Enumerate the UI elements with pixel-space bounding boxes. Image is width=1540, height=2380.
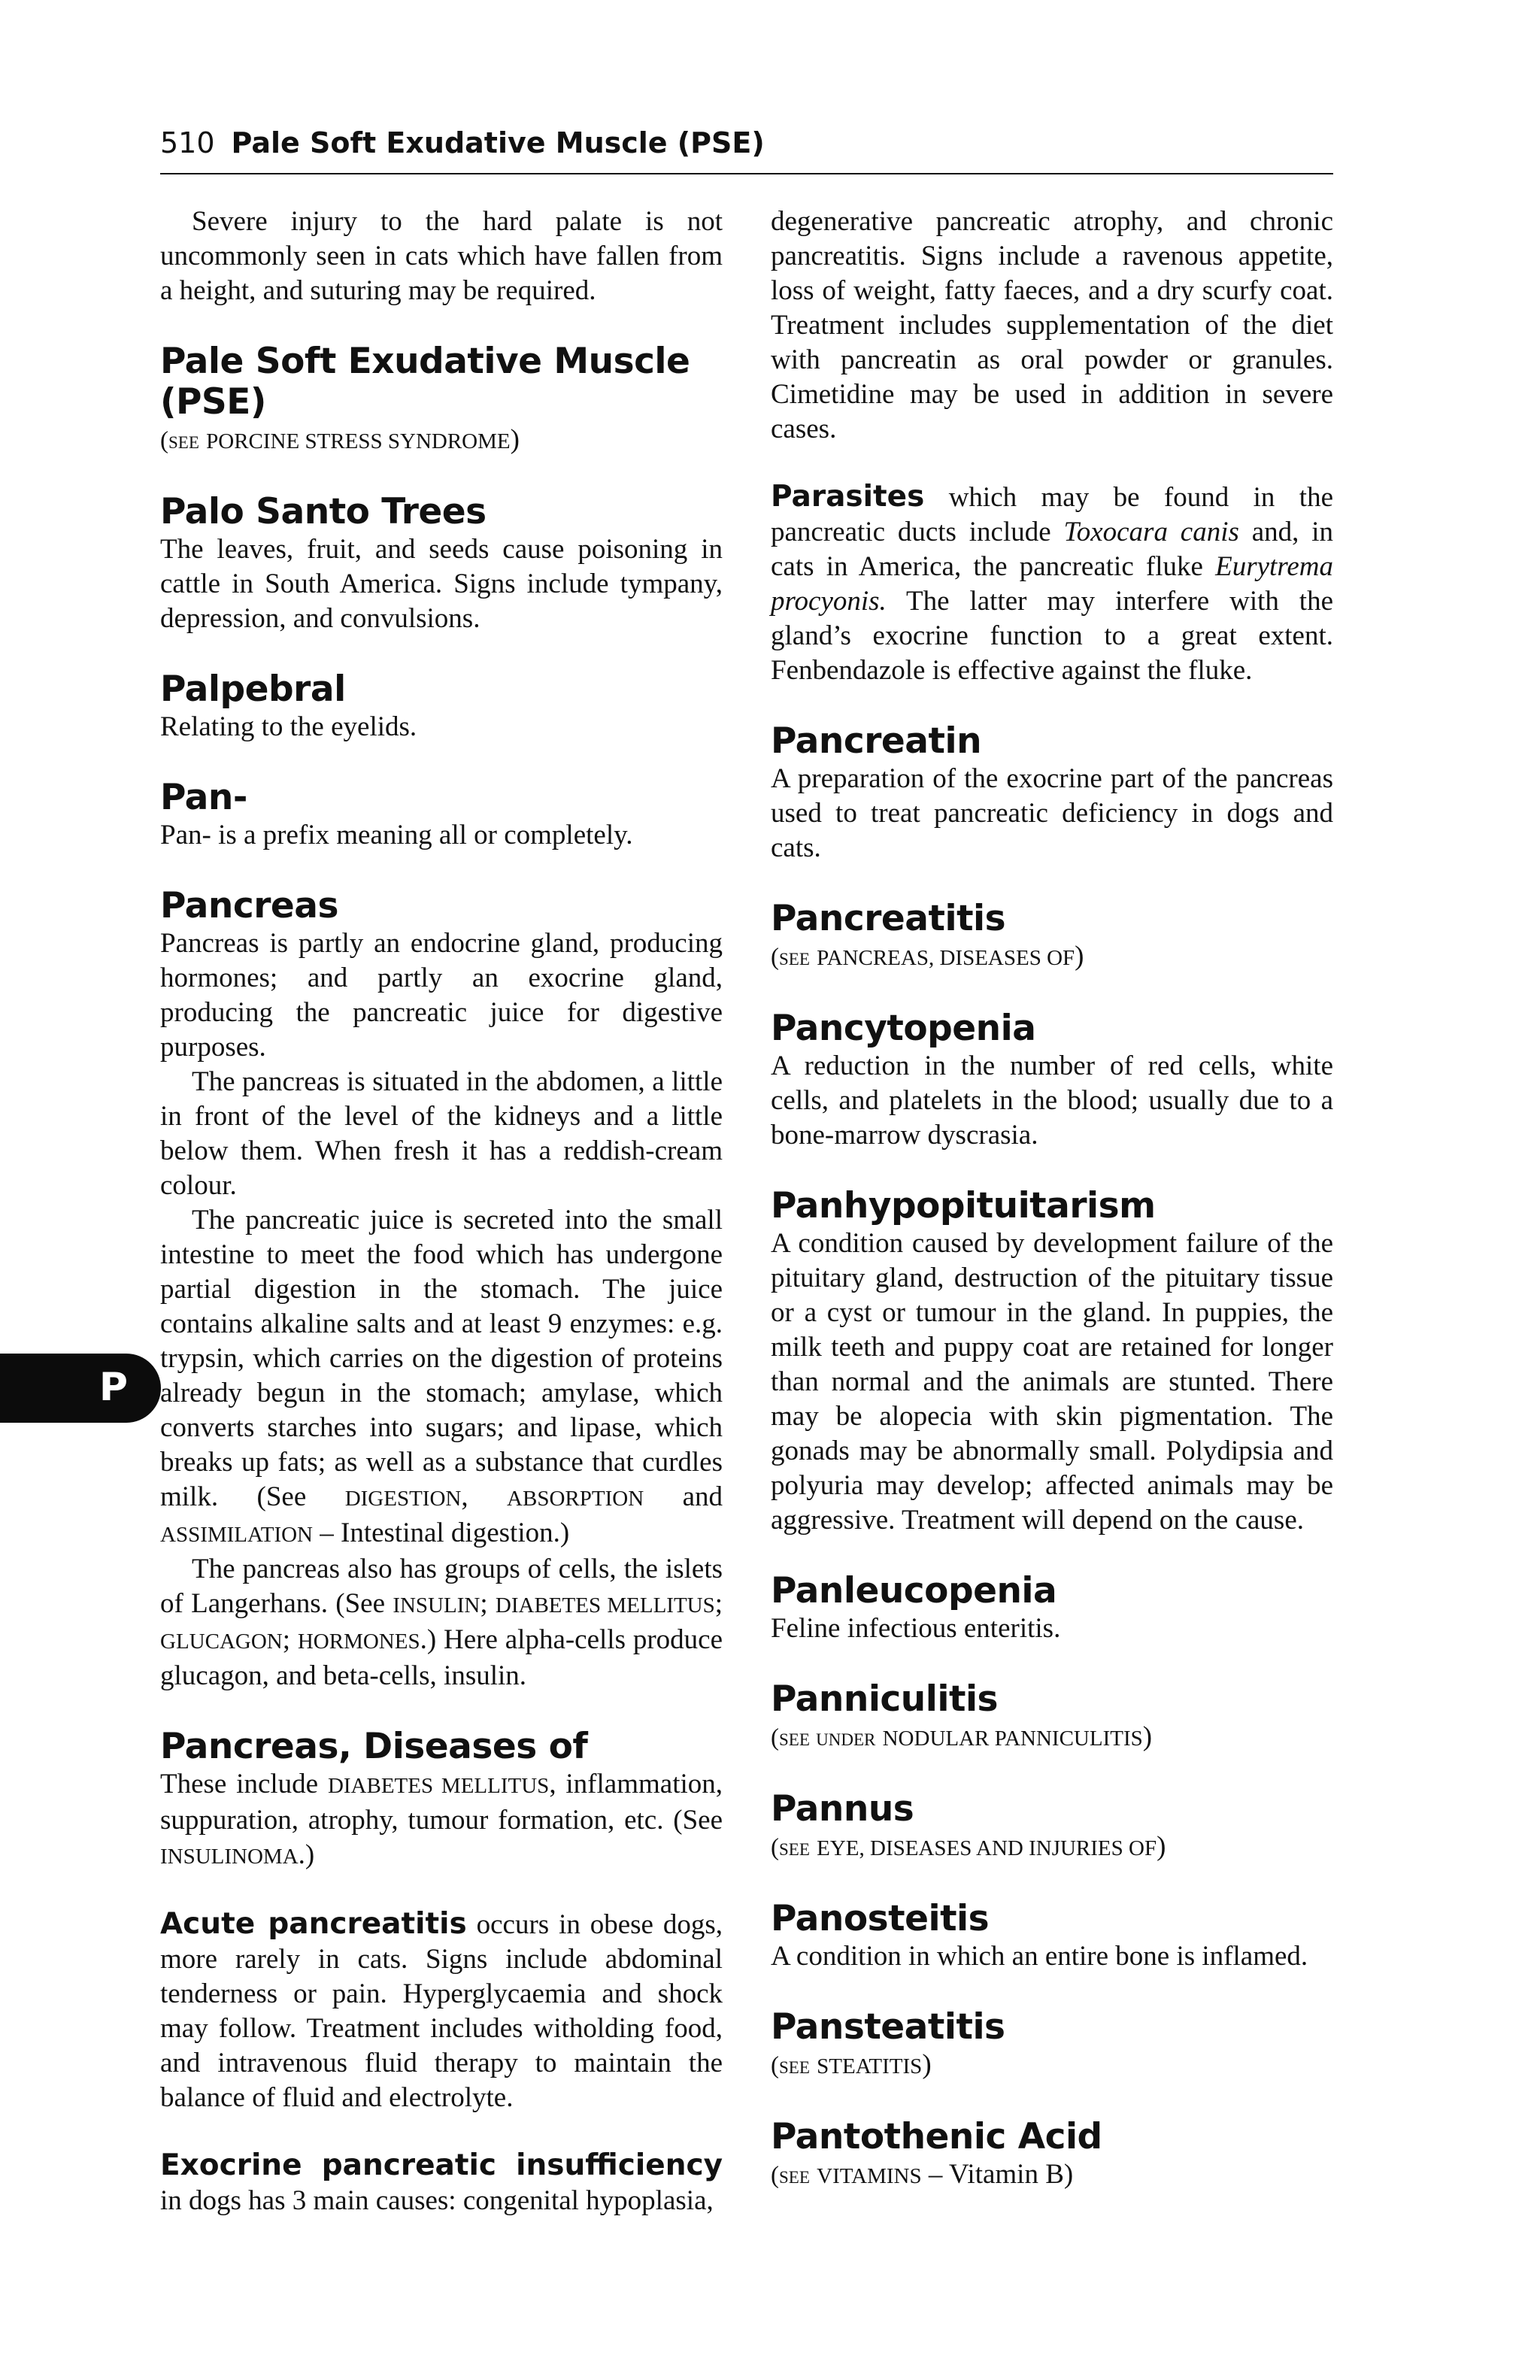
cross-ref-link[interactable]: EYE, DISEASES AND INJURIES OF — [817, 1836, 1157, 1860]
entry-heading: Pan- — [160, 777, 247, 818]
entry-palo-santo-trees — [160, 492, 723, 636]
entry-text: A reduction in the number of red cells, white cells, and platelets in the blood; usually due to a bone-marrow dyscrasia. — [771, 1051, 1333, 1151]
entry-heading: Palo Santo Trees — [160, 491, 487, 532]
continuation-paragraph: degenerative pancreatic atrophy, and chronic pancreatitis. Signs include a ravenous appetite, loss of weight, fatty faeces, and a dry scurfy coat. Treatment includes supplementation of the diet with pancreatin as oral powder or granules. Cimetidine may be used in addition in severe cases. — [771, 206, 1333, 444]
entry-text: A condition caused by development failure of the pituitary gland, destruction of the pituitary tissue or a cyst or tumour in the gland. In puppies, the milk teeth and puppy coat are retained for longer than normal and the animals are stunted. There may be alopecia with skin pigmentation. The gonads may be abnormally small. Polydipsia and polyuria may develop; affected animals may be aggressive. Treatment will depend on the cause. — [771, 1228, 1333, 1536]
entry-pancreatitis — [771, 899, 1333, 975]
subentry-exocrine-insufficiency — [160, 2148, 723, 2218]
running-title: Pale Soft Exudative Muscle (PSE) — [231, 126, 765, 159]
cross-ref-link[interactable]: HORMONES — [297, 1630, 420, 1654]
thumb-index-tab — [0, 1354, 161, 1423]
entry-heading: Panhypopituitarism — [771, 1185, 1156, 1226]
entry-panosteitis — [771, 1899, 1333, 1974]
entry-text: A preparation of the exocrine part of the pancreas used to treat pancreatic deficiency in dogs and cats. — [771, 763, 1333, 863]
entry-heading: Pancreas, Diseases of — [160, 1726, 588, 1767]
entry-text: These include DIABETES MELLITUS, inflammation, suppuration, atrophy, tumour formation, etc. (See INSULINOMA.) — [160, 1769, 723, 1870]
entry-heading: Pale Soft Exudative Muscle (PSE) — [160, 341, 690, 423]
subentry-parasites — [771, 480, 1333, 688]
entry-pse — [160, 341, 723, 459]
cross-ref-link[interactable]: INSULIN — [393, 1593, 480, 1617]
cross-ref-link[interactable]: INSULINOMA — [160, 1845, 299, 1869]
intro-paragraph: Severe injury to the hard palate is not uncommonly seen in cats which have fallen from a height, and suturing may be required. — [160, 206, 723, 306]
entry-pancreas — [160, 886, 723, 1693]
entry-pancytopenia — [771, 1008, 1333, 1153]
entry-pansteatitis — [771, 2007, 1333, 2084]
entry-heading: Panniculitis — [771, 1678, 999, 1720]
entry-heading: Panosteitis — [771, 1898, 990, 1939]
cross-ref-link[interactable]: ABSORPTION — [507, 1487, 644, 1511]
run-in-heading: Exocrine pancreatic insufficiency — [160, 2148, 723, 2182]
page-number: 510 — [160, 126, 215, 159]
entry-pan — [160, 778, 723, 853]
cross-ref-link[interactable]: DIABETES MELLITUS — [327, 1774, 550, 1798]
cross-ref-link[interactable]: ASSIMILATION — [160, 1523, 313, 1547]
entry-paragraph: The pancreas is situated in the abdomen, a little in front of the level of the kidneys and a little below them. When fresh it has a reddish-cream colour. — [160, 1066, 723, 1201]
entry-text: Pan- is a prefix meaning all or completely. — [160, 820, 633, 850]
entry-heading: Panleucopenia — [771, 1570, 1057, 1611]
cross-ref-link[interactable]: NODULAR PANNICULITIS — [882, 1727, 1143, 1751]
cross-ref-link[interactable]: VITAMINS — [817, 2164, 922, 2188]
entry-heading: Pancreatitis — [771, 898, 1006, 939]
cross-ref-link[interactable]: PORCINE STRESS SYNDROME — [206, 429, 511, 453]
entry-heading: Pansteatitis — [771, 2006, 1005, 2048]
cross-reference: (see EYE, DISEASES AND INJURIES OF) — [771, 1831, 1166, 1862]
cross-ref-link[interactable]: DIABETES MELLITUS — [495, 1593, 715, 1617]
cross-ref-link[interactable]: DIGESTION — [344, 1487, 462, 1511]
entry-pantothenic-acid — [771, 2117, 1333, 2194]
header-rule — [160, 173, 1333, 174]
entry-heading: Pancytopenia — [771, 1008, 1036, 1049]
right-column — [771, 205, 1333, 2227]
entry-panhypopituitarism — [771, 1186, 1333, 1538]
cross-reference: (see VITAMINS – Vitamin B) — [771, 2159, 1074, 2190]
run-in-heading: Parasites — [771, 480, 925, 514]
intro-entry — [160, 205, 723, 308]
cross-ref-link[interactable]: PANCREAS, DISEASES OF — [817, 946, 1075, 970]
cross-reference: (see under NODULAR PANNICULITIS) — [771, 1721, 1153, 1752]
entry-text: A condition in which an entire bone is inflamed. — [771, 1941, 1308, 1972]
entry-heading: Pannus — [771, 1788, 914, 1830]
cross-reference: (see PANCREAS, DISEASES OF) — [771, 941, 1084, 972]
entry-pannus — [771, 1789, 1333, 1866]
entry-palpebral — [160, 669, 723, 744]
run-in-heading: Acute pancreatitis — [160, 1907, 467, 1941]
entry-heading: Pancreatin — [771, 720, 982, 762]
running-head — [160, 126, 1333, 164]
entry-text: The leaves, fruit, and seeds cause poisoning in cattle in South America. Signs include tympany, depression, and convulsions. — [160, 534, 723, 634]
entry-panniculitis — [771, 1679, 1333, 1756]
continuation-entry — [771, 205, 1333, 447]
subentry-acute-pancreatitis — [160, 1907, 723, 2115]
cross-reference: (see PORCINE STRESS SYNDROME) — [160, 424, 520, 455]
cross-ref-link[interactable]: STEATITIS — [817, 2054, 923, 2078]
entry-heading: Pancreas — [160, 885, 338, 926]
entry-text: Relating to the eyelids. — [160, 711, 417, 742]
entry-paragraph: The pancreas also has groups of cells, the islets of Langerhans. (See INSULIN; DIABETES MELLITUS; GLUCAGON; HORMONES.) Here alpha-cells produce glucagon, and beta-cells, insulin. — [160, 1554, 723, 1691]
entry-text: Feline infectious enteritis. — [771, 1613, 1061, 1644]
entry-pancreatin — [771, 721, 1333, 866]
entry-text: Exocrine pancreatic insufficiency in dogs has 3 main causes: congenital hypoplasia, — [160, 2148, 723, 2216]
entry-paragraph: The pancreatic juice is secreted into the small intestine to meet the food which has undergone partial digestion in the stomach. The juice contains alkaline salts and at least 9 enzymes: e.g. trypsin, which carries on the digestion of proteins already begun in the stomach; amylase, which converts starches into sugars; and lipase, which breaks up fats; as well as a substance that curdles milk. (See DIGESTION, ABSORPTION and ASSIMILATION – Intestinal digestion.) — [160, 1205, 723, 1548]
entry-paragraph: Pancreas is partly an endocrine gland, producing hormones; and partly an exocrine gland, producing the pancreatic juice for digestive purposes. — [160, 928, 723, 1063]
entry-heading: Palpebral — [160, 669, 346, 710]
entry-pancreas-diseases — [160, 1727, 723, 1874]
entry-heading: Pantothenic Acid — [771, 2116, 1102, 2157]
cross-ref-link[interactable]: GLUCAGON — [160, 1630, 283, 1654]
thumb-index-letter: P — [99, 1365, 128, 1410]
left-column — [160, 205, 723, 2251]
entry-text: Parasites which may be found in the pancreatic ducts include Toxocara canis and, in cats in America, the pancreatic fluke Eurytrema procyonis. The latter may interfere with the gland’s exocrine function to a great extent. Fenbendazole is effective against the fluke. — [771, 480, 1334, 686]
entry-text: Acute pancreatitis occurs in obese dogs, more rarely in cats. Signs include abdominal tenderness or pain. Hyperglycaemia and shock may follow. Treatment includes witholding food, and intravenous fluid therapy to maintain the balance of fluid and electrolyte. — [160, 1907, 723, 2113]
entry-panleucopenia — [771, 1571, 1333, 1646]
cross-reference: (see STEATITIS) — [771, 2049, 932, 2080]
